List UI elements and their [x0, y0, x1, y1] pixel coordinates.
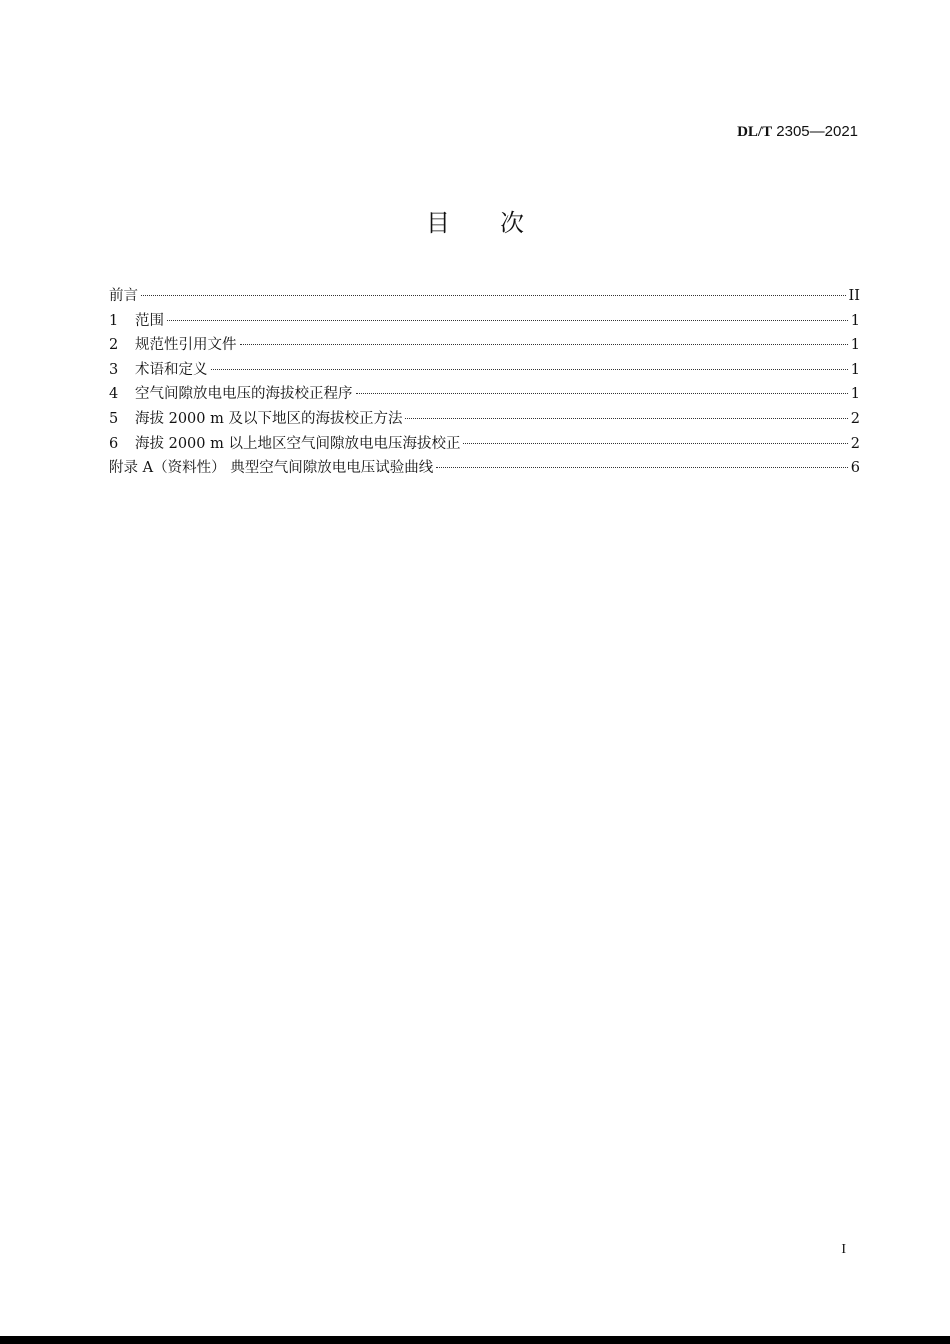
- toc-leader-dots: [141, 295, 846, 296]
- toc-entry[interactable]: [109, 407, 860, 432]
- toc-entry-label: 海拔 2000 m 以上地区空气间隙放电电压海拔校正: [135, 435, 461, 452]
- standard-code: [737, 123, 858, 141]
- standard-number: 2305—2021: [772, 123, 858, 140]
- toc-entry[interactable]: [109, 358, 860, 383]
- toc-entry-page: II: [848, 288, 860, 304]
- toc-entry-number: 1: [109, 312, 119, 329]
- toc-entry-page: 1: [850, 312, 860, 329]
- toc-entry-number: 3: [109, 361, 119, 378]
- bottom-rule: [0, 1336, 950, 1344]
- toc-entry[interactable]: [109, 382, 860, 407]
- toc-entry[interactable]: [109, 284, 860, 309]
- toc-leader-dots: [211, 369, 848, 370]
- toc-leader-dots: [405, 418, 847, 419]
- toc-entry-label: 前言: [109, 288, 138, 304]
- toc-leader-dots: [356, 393, 848, 394]
- toc-entry-number: 6: [109, 435, 119, 452]
- toc-entry[interactable]: [109, 333, 860, 358]
- toc-entry-number: 4: [109, 386, 119, 403]
- toc-entry-label: 规范性引用文件: [135, 337, 237, 354]
- table-of-contents: [109, 284, 860, 481]
- toc-entry-page: 1: [850, 361, 860, 378]
- toc-entry-page: 1: [850, 386, 860, 403]
- toc-entry-page: 6: [850, 460, 860, 477]
- toc-entry-label: 术语和定义: [135, 361, 208, 378]
- toc-entry[interactable]: [109, 432, 860, 457]
- toc-leader-dots: [167, 320, 848, 321]
- page-title: 目次: [426, 209, 574, 237]
- toc-entry-number: 2: [109, 337, 119, 354]
- toc-entry[interactable]: [109, 456, 860, 481]
- toc-entry-number: 5: [109, 410, 119, 427]
- toc-entry-label: 附录 A（资料性） 典型空气间隙放电电压试验曲线: [109, 460, 434, 477]
- toc-entry[interactable]: [109, 309, 860, 334]
- toc-entry-label: 范围: [135, 312, 164, 329]
- toc-leader-dots: [240, 344, 848, 345]
- toc-leader-dots: [463, 443, 847, 444]
- standard-prefix: DL/T: [737, 124, 773, 140]
- toc-entry-page: 1: [850, 337, 860, 354]
- toc-entry-page: 2: [850, 435, 860, 452]
- toc-entry-page: 2: [850, 410, 860, 427]
- toc-entry-label: 空气间隙放电电压的海拔校正程序: [135, 386, 353, 403]
- toc-leader-dots: [436, 467, 848, 468]
- page-number: I: [841, 1242, 846, 1257]
- toc-entry-label: 海拔 2000 m 及以下地区的海拔校正方法: [135, 410, 403, 427]
